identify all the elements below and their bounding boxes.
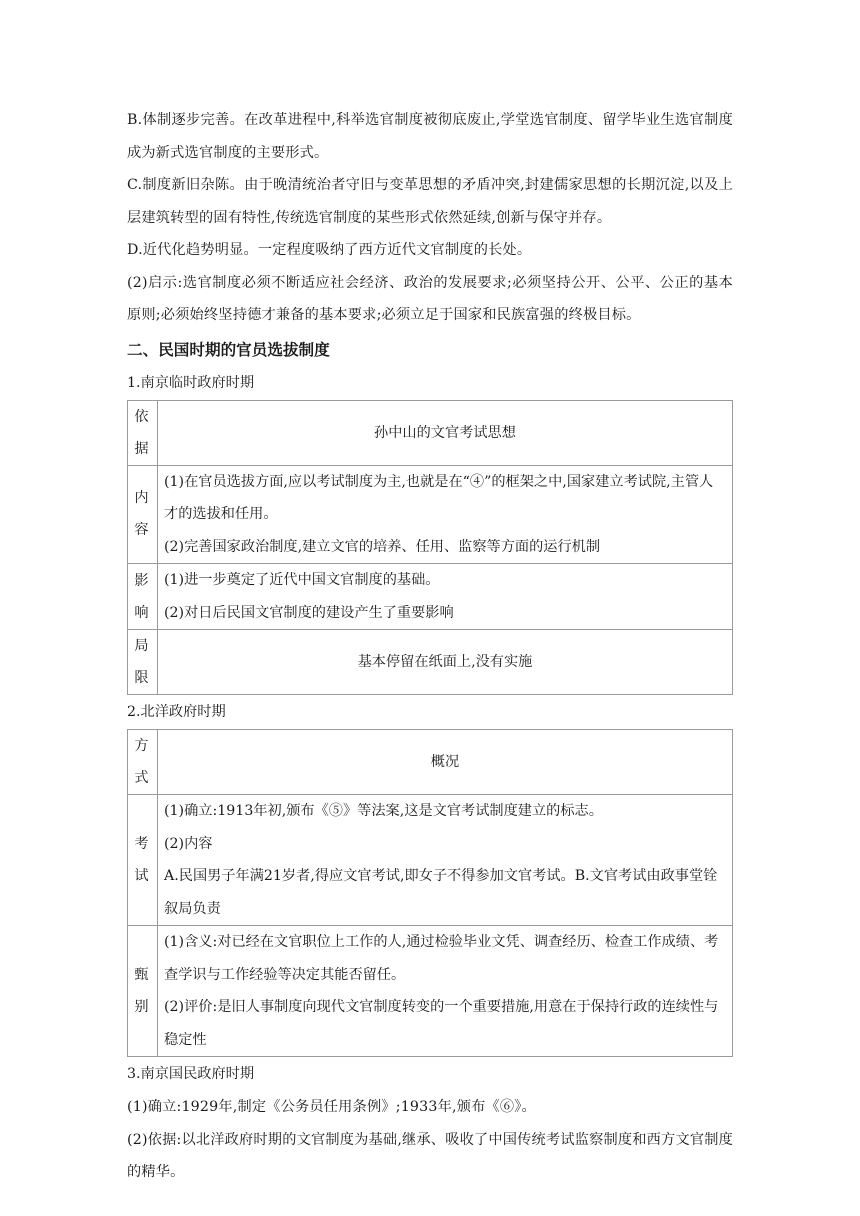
table-row	[128, 400, 733, 465]
row-key: 内容	[128, 465, 158, 564]
row-key: 考试	[128, 795, 158, 926]
row-line: (2)对日后民国文官制度的建设产生了重要影响	[164, 604, 454, 621]
row-line: (1)确立:1913年初,颁布《⑤》等法案,这是文官考试制度建立的标志。	[164, 803, 603, 819]
row-line: (1)进一步奠定了近代中国文官制度的基础。	[164, 572, 440, 588]
table-row	[128, 730, 733, 795]
row-line: (2)评价:是旧人事制度向现代文官制度转变的一个重要措施,用意在于保持行政的连续性与稳定性	[164, 999, 719, 1048]
subsection-title-nanjing-national: 3.南京国民政府时期	[127, 1066, 255, 1082]
nanjing-provisional-table	[127, 400, 733, 696]
table-row	[128, 926, 733, 1057]
subsection-title-beiyang: 2.北洋政府时期	[127, 704, 226, 720]
row-value	[158, 926, 733, 1057]
subsection-title-nanjing-provisional: 1.南京临时政府时期	[127, 374, 255, 391]
table-row	[128, 564, 733, 630]
paragraph-c: C.制度新旧杂陈。由于晚清统治者守旧与变革思想的矛盾冲突,封建儒家思想的长期沉淀,以及上层建筑转型的固有特性,传统选官制度的某些形式依然延续,创新与保守并存。	[127, 177, 733, 226]
paragraph-establish: (1)确立:1929年,制定《公务员任用条例》;1933年,颁布《⑥》。	[127, 1099, 536, 1115]
beiyang-table	[127, 729, 733, 1057]
document-page	[127, 104, 733, 1189]
paragraph-b: B.体制逐步完善。在改革进程中,科举选官制度被彻底废止,学堂选官制度、留学毕业生选官制度成为新式选官制度的主要形式。	[127, 112, 733, 161]
row-value: 孙中山的文官考试思想	[158, 400, 733, 465]
section-heading: 二、民国时期的官员选拔制度	[127, 340, 330, 359]
row-value: 基本停留在纸面上,没有实施	[158, 630, 733, 695]
paragraph-d: D.近代化趋势明显。一定程度吸纳了西方近代文官制度的长处。	[127, 242, 532, 258]
table-row	[128, 630, 733, 695]
row-value	[158, 465, 733, 564]
row-line: A.民国男子年满21岁者,得应文官考试,即女子不得参加文官考试。B.文官考试由政事堂铨叙局负责	[164, 868, 718, 917]
row-line: (1)在官员选拔方面,应以考试制度为主,也就是在“④”的框架之中,国家建立考试院,主管人才的选拔和任用。	[164, 473, 714, 522]
row-key: 局限	[128, 630, 158, 695]
row-key: 依据	[128, 400, 158, 465]
row-key: 影响	[128, 564, 158, 630]
row-key: 甄别	[128, 926, 158, 1057]
row-value	[158, 795, 733, 926]
row-line: (1)含义:对已经在文官职位上工作的人,通过检验毕业文凭、调查经历、检查工作成绩、考查学识与工作经验等决定其能否留任。	[164, 934, 719, 983]
table-row	[128, 795, 733, 926]
row-line: (2)完善国家政治制度,建立文官的培养、任用、监察等方面的运行机制	[164, 538, 601, 555]
paragraph-inspiration: (2)启示:选官制度必须不断适应社会经济、政治的发展要求;必须坚持公开、公平、公正的基本原则;必须始终坚持德才兼备的基本要求;必须立足于国家和民族富强的终极目标。	[127, 274, 733, 323]
row-line: (2)内容	[164, 835, 213, 852]
paragraph-basis: (2)依据:以北洋政府时期的文官制度为基础,继承、吸收了中国传统考试监察制度和西方文官制度的精华。	[127, 1131, 733, 1180]
row-key: 方式	[128, 730, 158, 795]
row-value: 概况	[158, 730, 733, 795]
table-row	[128, 465, 733, 564]
row-value	[158, 564, 733, 630]
